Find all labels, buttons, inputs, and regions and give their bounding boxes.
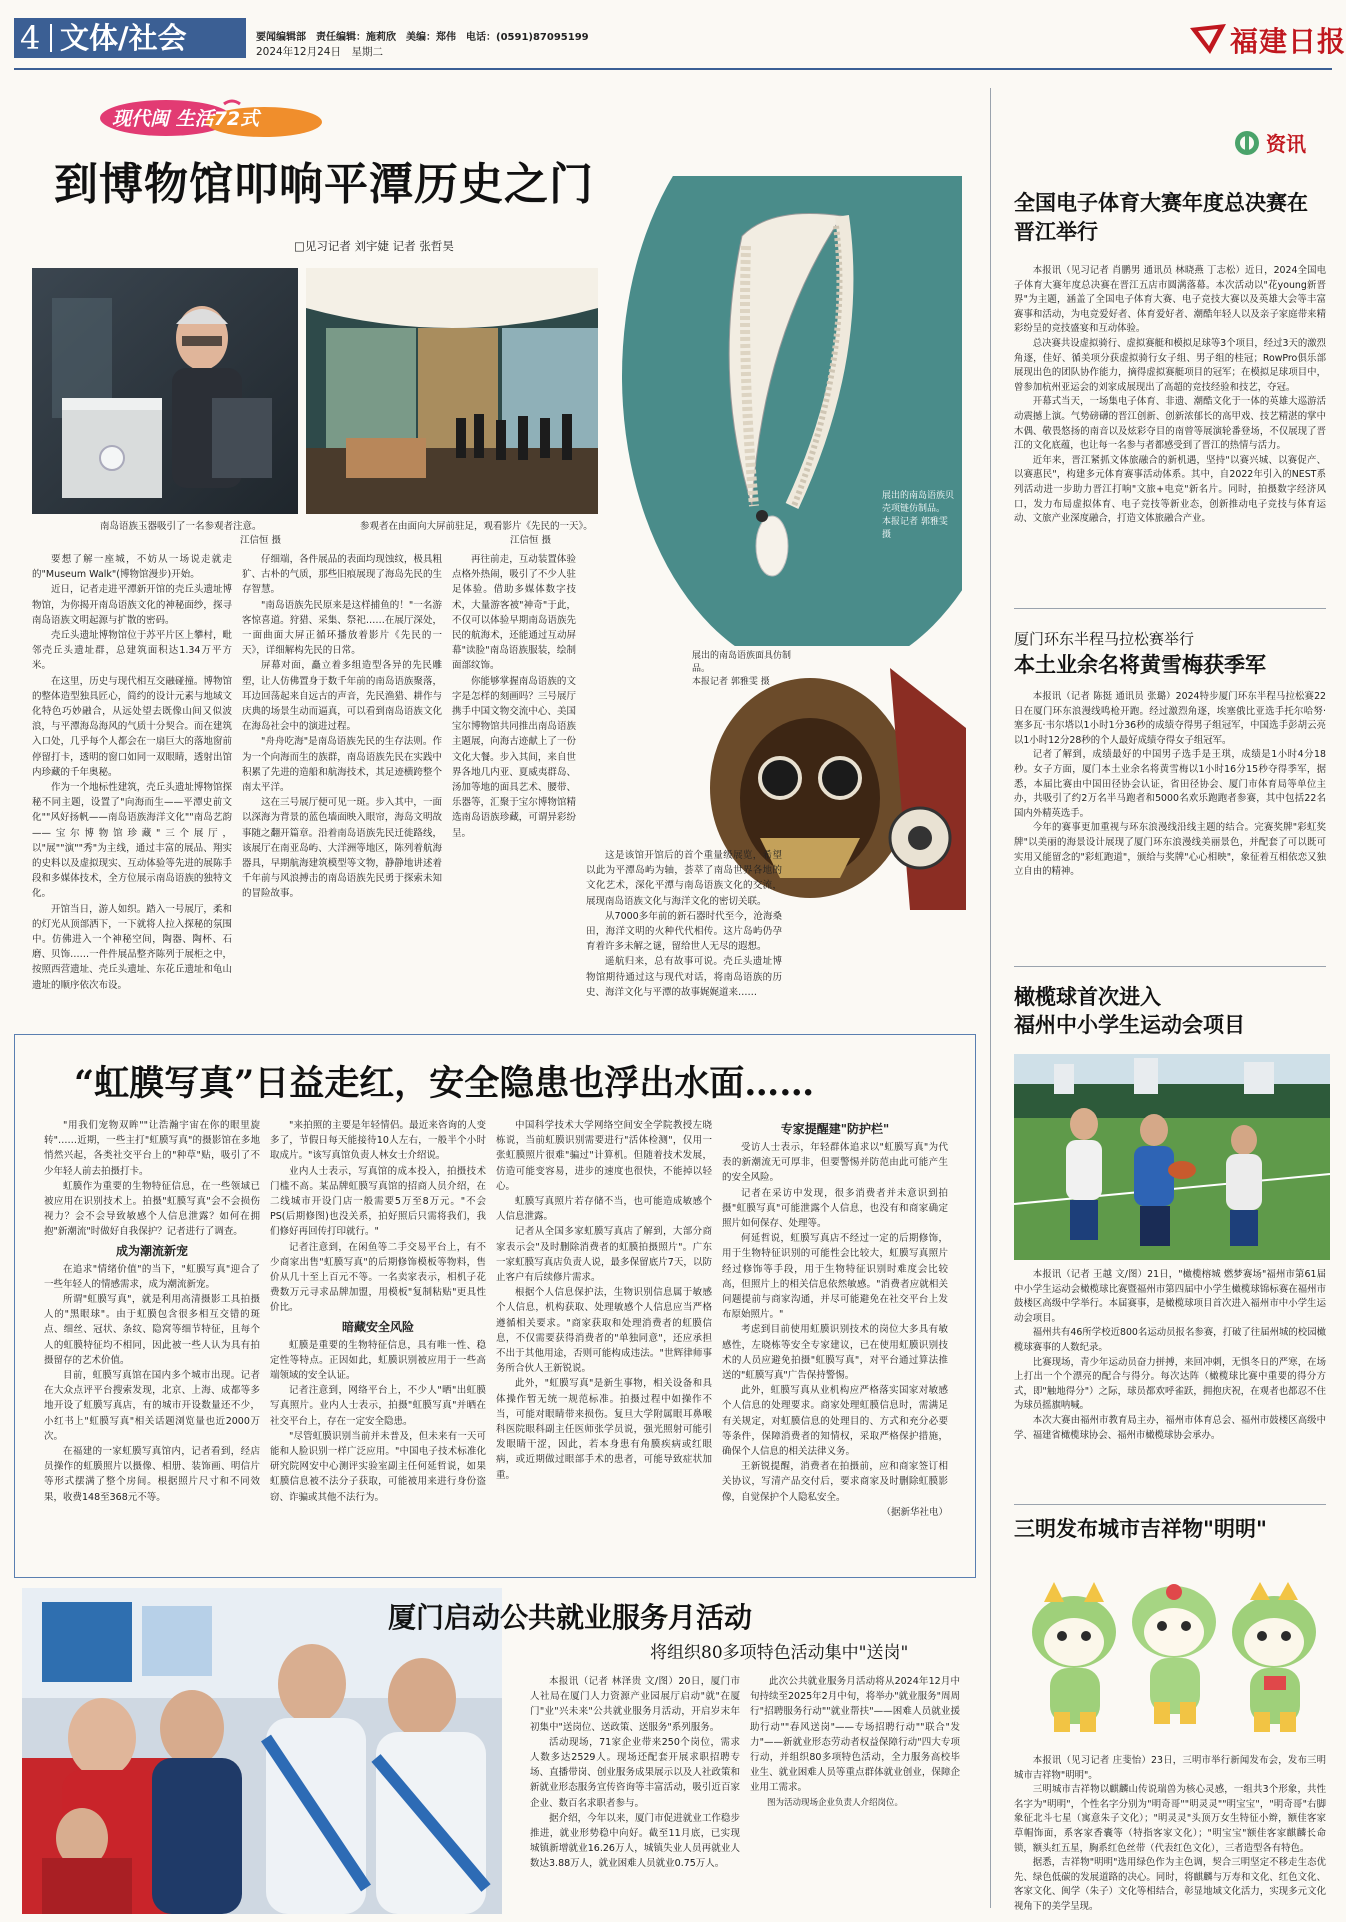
iris-p6: 在福建的一家虹膜写真馆内，记者看到，经店员操作的虹膜照片以摄像、相册、装饰画、明信片等形式摆满了整个房间。根据照片尺寸和不同效果，收费148至368元不等。 (44, 1446, 260, 1503)
iris-p9: 记者注意到，在闲鱼等二手交易平台上，有不少商家出售"虹膜写真"的后期修饰模板等物料，售价从几十至上百元不等。一名卖家表示，相机子花费数万元寻求品牌加盟，用模板"复制粘贴"更具性价比。 (270, 1241, 486, 1314)
museum-col-4 (586, 848, 782, 1010)
sidebar-news1-title: 全国电子体育大赛年度总决赛在晋江举行 (1014, 190, 1308, 244)
employment-photo-caption: 图为活动现场企业负责人介绍岗位。 (767, 1797, 904, 1808)
sidebar-news4-body (1014, 1754, 1326, 1920)
article-museum (14, 88, 974, 1018)
museum-p6: 开馆当日，游人如织。踏入一号展厅，柔和的灯光从顶部洒下，一下就将人拉入探秘的氛围中。仿佛进入一个神秘空间，陶器、陶杯、石磨、贝饰……一件件展品整齐陈列于展柜之中，按照西营遗址、壳丘头遗址、东花丘遗址和龟山遗址的顺序依次布设。 (32, 903, 232, 991)
sidebar-rule-3 (1014, 1504, 1326, 1505)
employment-subtitle: 将组织80多项特色活动集中"送岗" (650, 1643, 909, 1663)
caption-necklace-text: 展出的南岛语族贝壳项链仿制品。 (882, 491, 955, 514)
sidebar-news1-p3: 开幕式当天，一场集电子体育、非遗、潮酷文化于一体的英雄大巡游活动震撼上演。气势磅礴的晋江创新、创新浓郁长的高甲戏、技艺精湛的掌中木偶、敬畏悠扬的南音以及炫彩夺目的南曾等展演轮番登场，不仅展现了晋江的文化底蕴，也让每一名参与者都感受到了晋江的热情与活力。 (1014, 396, 1326, 452)
column-divider (990, 88, 991, 1908)
iris-p13: 中国科学技术大学网络空间安全学院教授左晓栋说，当前虹膜识别需要进行"活体检测"，仅用一张虹膜照片很难"骗过"计算机。但随着技术发展，仿造可能变容易，进步的速度也很快，不能掉以轻心。 (496, 1120, 712, 1192)
iris-p23: 王新锐提醒，消费者在拍摄前，应和商家签订相关协议，写清产品交付后，要求商家及时删除虹膜影像，自觉保护个人隐私安全。 (722, 1461, 948, 1503)
iris-p7: "来拍照的主要是年轻情侣。最近来咨询的人变多了，节假日每天能接待10人左右，一般半个小时取成片。"该写真馆负责人林女士介绍说。 (270, 1120, 486, 1162)
iris-p10: 虹膜是重要的生物特征信息，具有唯一性、稳定性等特点。正因如此，虹膜识别被应用于一些高端领域的安全认证。 (270, 1339, 486, 1382)
sidebar-news1-p1: 本报讯（见习记者 肖鹏男 通讯员 林晓燕 丁志松）近日，2024全国电子体育大赛年度总决赛在晋江五店市圆满落幕。本次活动以"花young新晋界"为主题，涵盖了全国电子体育大赛、电子竞技大赛以及英雄大会等丰富赛事和活动，为电竞爱好者、体育爱好者、潮酷年轻人以及亲子家庭带来精彩纷呈的竞技盛宴和互动体验。 (1014, 265, 1326, 335)
caption-hall-text: 参观者在由面向大屏前驻足，观看影片《先民的一天》。 (360, 521, 593, 532)
iris-col-4 (722, 1118, 948, 1570)
museum-p14: 这是该馆开馆后的首个重量级展览，希望以此为平潭岛屿为轴，荟萃了南岛世界各地的文化艺术，深化平潭与南岛语族文化的交流，展现南岛语族文化与海洋文化的密切关联。 (586, 850, 782, 907)
sidebar-news3-title-line1: 橄榄球首次进入 (1014, 984, 1161, 1009)
iris-p1: "用我们宠物双眸""让浩瀚宇宙在你的眼里旋转"……近期，一些主打"虹膜写真"的摄影馆在多地悄然兴起，各类社交平台上的"种草"贴，吸引了不少年轻人前去拍摄打卡。 (44, 1120, 260, 1177)
museum-p15: 从7000多年前的新石器时代至今，沧海桑田，海洋文明的火种代代相传。这片岛屿仍孕育着许多未解之谜，留给世人无尽的遐想。 (586, 910, 782, 953)
museum-p7: 仔细端，各件展品的表面均现蚀纹，极具粗犷、古朴的气质，那些旧痕展现了海岛先民的生存智慧。 (242, 554, 442, 596)
iris-p21: 考虑到目前使用虹膜识别技术的岗位大多具有敏感性，左晓栋等安全专家建议，已在使用虹膜识别技术的人员应避免拍摄"虹膜写真"，对平台通过算法推送的"虹膜写真"广告保持警惕。 (722, 1324, 948, 1382)
sidebar-news3-p1: 本报讯（记者 王越 文/图）21日，"橄榄榕城 燃梦赛场"福州市第61届中小学生运动会橄榄球比赛暨福州市第四届中小学生橄榄球锦标赛在福州市鼓楼区高级中学举行。本届赛事，是橄榄球项目首次进入福州市中小学生运动会项目。 (1014, 1269, 1326, 1324)
employment-col-2 (750, 1674, 960, 1916)
museum-p13: 你能够掌握南岛语族的文字是怎样的刻画吗？三号展厅携手中国文物交流中心、美国宝尔博物馆共同推出南岛语族主题展，向海古迹献上了一份文化大餐。步入其间，来自世界各地几内亚、夏威夷群岛、汤加等地的面具艺术、腰带、乐器等，汇聚于宝尔博物馆精选南岛语族珍藏，可谓异彩纷呈。 (452, 675, 576, 839)
sidebar (1004, 88, 1336, 1922)
employment-p1: 本报讯（记者 林泽贵 文/图）20日，厦门市人社局在厦门人力资源产业园展厅启动"就"在厦门"业"兴未来"公共就业服务月活动，开启岁末年初集中"送岗位、送政策、送服务"系列服务。 (530, 1676, 740, 1733)
caption-hall-credit: 江信恒 摄 (510, 535, 552, 546)
museum-p10: "舟舟吃海"是南岛语族先民的生存法则。作为一个向海而生的族群，南岛语族先民在实践中积累了先进的造船和航海技术，其足迹横跨整个南太平洋。 (242, 736, 442, 794)
museum-p3: 壳丘头遗址博物馆位于苏平片区上攀村，毗邻壳丘头遗址群，总建筑面积达1.34万平方米。 (32, 630, 232, 672)
photo-rugby (1014, 1054, 1330, 1260)
employment-title: 厦门启动公共就业服务月活动 (388, 1601, 753, 1634)
paper-name: 福建日报 (1230, 25, 1346, 58)
photo-shell-necklace (622, 176, 962, 646)
issue-date: 2024年12月24日 星期二 (256, 46, 383, 58)
iris-p20: 何延哲说，虹膜写真店不经过一定的后期修饰，用于生物特征识别的可能性会比较大，虹膜写真照片经过修饰等手段，用于生物特征识别时难度会比较高，但照片上的相关信息依然敏感。"消费者应就相关问题提前与商家沟通，并尽可能避免在社交平台上发布原始照片。" (722, 1233, 948, 1321)
photo-job-fair (22, 1588, 502, 1914)
article-byline: □见习记者 刘宇婕 记者 张哲昊 (294, 239, 454, 253)
caption-jade-credit: 江信恒 摄 (240, 535, 282, 546)
sidebar-header (1234, 128, 1334, 158)
iris-p3: 在追求"情绪价值"的当下，"虹膜写真"迎合了一些年轻人的情感需求，成为潮流新宠。 (44, 1263, 260, 1290)
sidebar-news1-p2: 总决赛共设虚拟骑行、虚拟赛艇和模拟足球等3个项目，经过3天的激烈角逐，佳好、循美项分获虚拟骑行女子组、男子组的桂冠；RowPro俱乐部展现出色的团队协作能力，摘得虚拟赛艇项目的冠军；在模拟足球项目中，曾参加杭州亚运会的刘家成展现出了高超的竞技经验和技艺，夺冠。 (1014, 337, 1326, 393)
page-divider (50, 24, 52, 52)
employment-p2: 活动现场，71家企业带来250个岗位，需求人数多达2529人。现场还配套开展求职招聘专场、直播带岗、创业服务成果展示以及人社政策和新就业形态服务宣传咨询等丰富活动，吸引近百家企业、数百名求职者参与。 (530, 1736, 740, 1809)
sidebar-news3-p3: 比赛现场，青少年运动员奋力拼搏，来回冲刺，无惧冬日的严寒，在场上打出一个个漂亮的配合与得分。每次达阵（橄榄球比赛中重要的得分方式，即"触地得分"）之际，球员都欢呼雀跃，拥抱庆祝，在观者也都忍不住为球员摇旗呐喊。 (1014, 1356, 1326, 1412)
iris-p19: 记者在采访中发现，很多消费者并未意识到拍摄"虹膜写真"可能泄露个人信息，也没有和商家确定照片如何保存、处理等。 (722, 1187, 948, 1230)
iris-p17: 此外，"虹膜写真"是新生事物，相关设备和具体操作暂无统一规范标准。拍摄过程中如操作不当，可能对眼睛带来损伤。复旦大学附属眼耳鼻喉科医院眼科副主任医师张学员说，强光照射可能引发眼睛干涩，因此，若本身患有角膜疾病或红眼病，或近期做过眼部手术的患者，可能导致症状加重。 (496, 1378, 712, 1481)
sidebar-news2-p2: 记者了解到，成绩最好的中国男子选手是王琪，成绩是1小时4分18秒。女子方面，厦门本土业余名将黄雪梅以1小时16分15秒夺得季军，据悉，本届比赛由中国田径协会认证，省田径协会、厦门市体育局等单位主办，共吸引了约2万名半马跑者和5000名欢乐跑跑者参赛，其中包括22名国内外精英选手。 (1014, 749, 1326, 819)
sidebar-rule-1 (1014, 608, 1326, 609)
caption-mask-text: 展出的南岛语族面具仿制品。 (692, 651, 792, 674)
caption-jade-text: 南岛语族玉器吸引了一名参观者注意。 (100, 521, 262, 532)
sidebar-news4-p3: 据悉，吉祥物"明明"选用绿色作为主色调，契合三明坚定不移走生态优先、绿色低碳的发展道路的决心。同时，将麒麟与万寿和文化、红色文化、客家文化、闽学（朱子）文化等相结合，彰显地域文化活力，实现多元文化视角下的美学呈现。 (1014, 1857, 1326, 1912)
section-name: 文体/社会 (60, 21, 187, 55)
caption-mask-credit: 本报记者 郭雅雯 摄 (692, 677, 770, 687)
caption-necklace-credit: 本报记者 郭雅雯 摄 (882, 517, 948, 540)
museum-col-3 (452, 552, 576, 1010)
sidebar-news2-title-line1: 厦门环东半程马拉松赛举行 (1014, 630, 1195, 648)
employment-p3: 据介绍，今年以来，厦门市促进就业工作稳步推进，就业形势稳中向好。截至11月底，已实现城镇新增就业16.26万人，城镇失业人员再就业人数达3.88万人，就业困难人员就业0.75万人。 (530, 1812, 740, 1870)
iris-p5: 目前，虹膜写真馆在国内多个城市出现。记者在大众点评平台搜索发现，北京、上海、成都等多地开设了虹膜写真店，有的城市开设数量还不少，小红书上"虹膜写真"相关话题浏览量也近2000万次。 (44, 1370, 260, 1442)
museum-p12: 再往前走，互动装置体验点格外热闹，吸引了不少人驻足体验。借助多媒体数字技术，大量游客被"神奇"于此，不仅可以体验早期南岛语族先民的航海术，还能通过互动屏幕"读脸"南岛语族服装，绘制面部纹饰。 (452, 554, 576, 672)
masthead (0, 0, 1346, 64)
photo-mascot (1014, 1552, 1330, 1748)
museum-p5: 作为一个地标性建筑，壳丘头遗址博物馆探秘不同主题，设置了"向海而生——平潭史前文化""风好扬帆——南岛语族海洋文化""南岛艺韵——宝尔博物馆珍藏"三个展厅，以"展""演""秀"为主线，通过丰富的展品、翔实的史料以及虚拟现实、互动体验等先进的展陈手段和多媒体技术，全方位展示南岛语族的独特文化。 (32, 782, 232, 900)
iris-p11: 记者注意到，网络平台上，不少人"晒"出虹膜写真照片。业内人士表示，拍摄"虹膜写真"并晒在社交平台上，存在一定安全隐患。 (270, 1385, 486, 1427)
sidebar-news2-title-line2: 本土业余名将黄雪梅获季军 (1014, 652, 1266, 677)
iris-col-1 (44, 1118, 260, 1570)
iris-subhead-1: 成为潮流新宠 (115, 1243, 188, 1258)
sidebar-news4-title: 三明发布城市吉祥物"明明" (1014, 1516, 1267, 1541)
museum-p4: 在这里，历史与现代相互交融碰撞。博物馆的整体造型独具匠心，简约的设计元素与地域文化特色巧妙融合，从远处望去既像山间又似波浪，与平潭海岛海风的气质十分契合。而在建筑入口处，几乎每个人都会在一扇巨大的落地窗前停留打卡，透明的窗口如同一双眼睛，透射出馆内珍藏的千年奥秘。 (32, 675, 232, 778)
employment-p4: 此次公共就业服务月活动将从2024年12月中旬持续至2025年2月中旬，将举办"就业服务"周周行"招聘服务行动""就业帮扶"——困难人员就业援助行动""春风送岗"——专场招聘行动""联合"发力"——新就业形态劳动者权益保障行动"四大专项行动，并组织80多项特色活动，全力服务高校毕业生、就业困难人员等重点群体就业创业，保障企业用工需求。 (750, 1676, 960, 1794)
photo-exhibition-hall (306, 268, 598, 514)
iris-col-3 (496, 1118, 712, 1570)
article-iris (14, 1034, 976, 1578)
museum-p1: 要想了解一座城，不妨从一场说走就走的"Museum Walk"(博物馆漫步)开始。 (32, 554, 232, 581)
museum-p11: 这在三号展厅便可见一斑。步入其中，一面以深海为背景的蓝色墙面映入眼帘，海岛文明故事随之翻开篇章。沿着南岛语族先民迁徙路线，该展厅在南亚岛屿、大洋洲等地区，陈列着航海器具，早期航海建筑模型等文物，静静地讲述着千年前与风浪搏击的南岛语族先民勇于探索未知的冒险故事。 (242, 797, 442, 900)
iris-credit: （据新华社电） (881, 1506, 948, 1518)
museum-p9: 屏幕对面，矗立着多组造型各异的先民雕塑，让人仿佛置身于数千年前的南岛语族聚落，耳边回荡起来自远古的声音，先民渔猎、耕作与庆典的场景生动而逼真，可以看到南岛语族文化在海岛社会中的演进过程。 (242, 660, 442, 733)
sidebar-news1-p4: 近年来，晋江紧抓文体旅融合的新机遇，坚持"以赛兴城、以赛促产、以赛惠民"，构建多元体育赛事活动体系。其中，自2022年引入的NEST系列活动进一步助力晋江打响"文旅+电竞"新名片。同时，拍摄数字经济风口，发力布局虚拟体育、电子竞技等新业态，创新推动电子竞技与体育运动、文旅产业深度融合，打造文体旅融合产业。 (1014, 454, 1326, 525)
museum-p8: "南岛语族先民原来是这样捕鱼的！"一名游客惊喜道。狩猎、采集、祭祀……在展厅深处，一面曲面大屏正循环播放着影片《先民的一天》，详细解构先民的日常。 (242, 599, 442, 657)
employment-col-1 (530, 1674, 740, 1916)
paper-logo-icon (1188, 22, 1228, 56)
sidebar-news3-body (1014, 1268, 1326, 1496)
info-column-label: 资讯 (1266, 132, 1306, 156)
sidebar-news2-p1: 本报讯（记者 陈挺 通讯员 张璐）2024特步厦门环东半程马拉松赛22日在厦门环东浪漫线鸣枪开跑。经过激烈角逐，埃塞俄比亚选手托尔哈努·塞多瓦·韦尔塔以1小时1分36秒的成绩夺得男子组冠军，中国选手彭胡云亮以1小时12分28秒的个人最好成绩夺得女子组冠军。 (1014, 691, 1326, 746)
article-employment (14, 1588, 976, 1922)
caption-mask (692, 650, 792, 689)
sidebar-news3-p4: 本次大赛由福州市教育局主办，福州市体育总会、福州市鼓楼区高级中学、福建省橄榄球协会、福州市橄榄球协会承办。 (1014, 1414, 1326, 1441)
sidebar-news1-body (1014, 264, 1326, 582)
sidebar-news4-p2: 三明城市吉祥物以麒麟山传说瑞兽为核心灵感，一组共3个形象，共性名字为"明明"，个性名字分别为"明奇哥""明灵灵""明宝宝"，"明奇哥"右脚象征北斗七星（寓意朱子文化）；"明灵灵"头顶万女生特征小辫，额佳客家草帽饰面，系客家香囊等（特指客家文化）；"明宝宝"额佳客家麒麟长命锁，额头红五星，胸系红色丝带（代表红色文化），三者造型各有特色。 (1014, 1784, 1326, 1854)
series-logo-text: 现代闽 生活72式 (112, 108, 260, 130)
iris-subhead-3: 专家提醒建"防护栏" (780, 1122, 890, 1136)
editors-line: 要闻编辑部 责任编辑：施莉欣 美编：郑伟 电话：(0591)87095199 (256, 32, 589, 43)
article-title: 到博物馆叩响平潭历史之门 (54, 159, 594, 210)
museum-p16: 遥航归来，总有故事可说。壳丘头遗址博物馆期待通过这与现代对话，将南岛语族的历史、海洋文化与平潭的故事娓娓道来…… (586, 956, 782, 998)
sidebar-news4-p1: 本报讯（见习记者 庄斐怡）23日，三明市举行新闻发布会，发布三明城市吉祥物"明明"。 (1014, 1755, 1326, 1781)
museum-p2: 近日，记者走进平潭新开馆的壳丘头遗址博物馆，为你揭开南岛语族文化的神秘面纱，探寻南岛语族文明起源与扩散的密码。 (32, 584, 232, 626)
iris-p8: 业内人士表示，写真馆的成本投入，拍摄技术门槛不高。某品牌虹膜写真馆的招商人员介绍，在二线城市开设门店一般需要5万至8万元。"不会PS(后期修图)也没关系，拍好照后只需将我们，我们修好再回传打印就行。" (270, 1165, 486, 1238)
iris-p18: 受访人士表示，年轻群体追求以"虹膜写真"为代表的新潮流无可厚非，但要警惕并防范由此可能产生的安全风险。 (722, 1142, 948, 1184)
sidebar-news2-body (1014, 690, 1326, 952)
iris-title: “虹膜写真”日益走红，安全隐患也浮出水面…… (74, 1063, 815, 1104)
info-badge-icon (1234, 130, 1260, 156)
sidebar-news3-title-line2: 福州中小学生运动会项目 (1014, 1012, 1245, 1037)
iris-p22: 此外，虹膜写真从业机构应严格落实国家对敏感个人信息的处理要求。商家处理虹膜信息时，需满足有关规定，对虹膜信息的处理目的、方式和充分必要等条件，保障消费者的知情权，采取严格保护措施，确保个人信息的相关法律义务。 (722, 1385, 948, 1458)
sidebar-rule-2 (1014, 966, 1326, 967)
caption-necklace (882, 490, 958, 542)
museum-col-2 (242, 552, 442, 1010)
iris-p2: 虹膜作为重要的生物特征信息，在一些领域已被应用在识别技术上。拍摄"虹膜写真"会不会损伤视力？会不会导致敏感个人信息泄露？如何在拥抱"新潮流"时做好自我保护？记者进行了调查。 (44, 1180, 260, 1238)
iris-col-2 (270, 1118, 486, 1570)
iris-subhead-2: 暗藏安全风险 (341, 1319, 414, 1334)
caption-hall (360, 520, 660, 548)
caption-jade (100, 520, 340, 548)
iris-p16: 根据个人信息保护法，生物识别信息属于敏感个人信息，机构获取、处理敏感个人信息应当严格遵循相关要求。"商家获取和处理消费者的虹膜信息，不仅需要获得消费者的"单独同意"，还应承担不出于其他用途，否则可能构成违法。"世辉律师事务所合伙人王新锐说。 (496, 1287, 712, 1375)
iris-p14: 虹膜写真照片若存储不当，也可能造成敏感个人信息泄露。 (496, 1196, 712, 1223)
iris-p12: "尽管虹膜识别当前并未普及，但未来有一天可能和人脸识别一样广泛应用。"中国电子技术标准化研究院网安中心测评实验室副主任何延哲说，如果虹膜信息被不法分子获取，可能被用来进行身份盗窃、诈骗或其他不法行为。 (270, 1430, 486, 1503)
masthead-rule (14, 68, 1332, 70)
sidebar-news3-p2: 福州共有46所学校近800名运动员报名参赛，打破了往届州城的校园橄榄球赛事的人数纪录。 (1014, 1327, 1326, 1353)
sidebar-news2-p3: 今年的赛事更加重视与环东浪漫线沿线主题的结合。完赛奖牌"彩虹奖牌"以美丽的海景设计展现了厦门环东浪漫线美丽景色，并配套了可以既可实用又能留念的"彩虹跑道"，颁给与奖牌"心心相映"，象征着互相依恋又独立自由的精神。 (1014, 822, 1326, 878)
museum-col-1 (32, 552, 232, 1010)
iris-p4: 所谓"虹膜写真"，就是利用高清摄影工具拍摄人的"黑眼球"。由于虹膜包含很多相互交错的斑点、细丝、冠状、条纹、隐窝等细节特征，且每个人的虹膜特征均不相同，因此被一些人认为具有拍摄留存的艺术价值。 (44, 1294, 260, 1366)
page-number: 4 (20, 19, 41, 57)
photo-jade-visitor (32, 268, 298, 514)
iris-p15: 记者从全国多家虹膜写真店了解到，大部分商家表示会"及时删除消费者的虹膜拍摄照片"。广东一家虹膜写真店负责人说，最多保留底片7天，以防止客户有后续修片需求。 (496, 1226, 712, 1284)
